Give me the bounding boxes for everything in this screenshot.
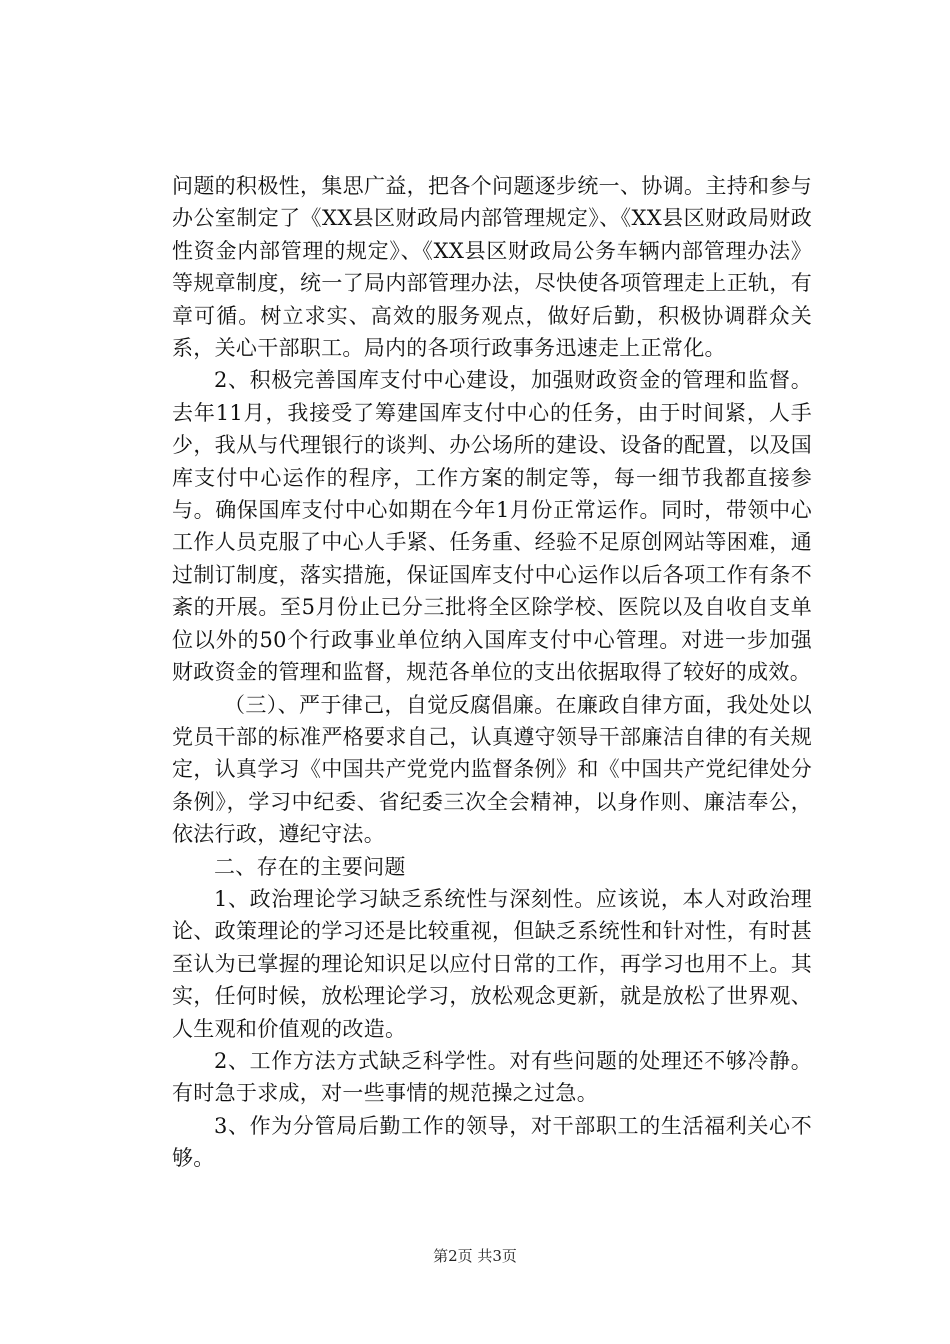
document-body xyxy=(172,170,812,1175)
section-heading-problems: 二、存在的主要问题 xyxy=(214,854,406,879)
paragraph-problem-3: 3、作为分管局后勤工作的领导，对干部职工的生活福利关心不够。 xyxy=(172,1113,812,1171)
page-number-footer: 第2页 共3页 xyxy=(433,1247,517,1265)
paragraph-treasury-center: 2、积极完善国库支付中心建设，加强财政资金的管理和监督。去年11月，我接受了筹建国库支付中心的任务，由于时间紧，人手少，我从与代理银行的谈判、办公场所的建设、设备的配置，以及国库支付中心运作的程序，工作方案的制定等，每一细节我都直接参与。确保国库支付中心如期在今年1月份正常运作。同时，带领中心工作人员克服了中心人手紧、任务重、经验不足原创网站等困难，通过制订制度，落实措施，保证国库支付中心运作以后各项工作有条不紊的开展。至5月份止已分三批将全区除学校、医院以及自收自支单位以外的50个行政事业单位纳入国库支付中心管理。对进一步加强财政资金的管理和监督，规范各单位的支出依据取得了较好的成效。 xyxy=(172,368,812,685)
paragraph-self-discipline: （三）、严于律己，自觉反腐倡廉。在廉政自律方面，我处处以党员干部的标准严格要求自己，认真遵守领导干部廉洁自律的有关规定，认真学习《中国共产党党内监督条例》和《中国共产党纪律处分条例》，学习中纪委、省纪委三次全会精神，以身作则、廉洁奉公，依法行政，遵纪守法。 xyxy=(172,692,812,847)
paragraph-problem-2: 2、工作方法方式缺乏科学性。对有些问题的处理还不够冷静。有时急于求成，对一些事情的规范操之过急。 xyxy=(172,1048,812,1106)
paragraph-problem-1: 1、政治理论学习缺乏系统性与深刻性。应该说，本人对政治理论、政策理论的学习还是比较重视，但缺乏系统性和针对性，有时甚至认为已掌握的理论知识足以应付日常的工作，再学习也用不上。其实，任何时候，放松理论学习，放松观念更新，就是放松了世界观、人生观和价值观的改造。 xyxy=(172,886,812,1041)
paragraph-continuation: 问题的积极性，集思广益，把各个问题逐步统一、协调。主持和参与办公室制定了《XX县区财政局内部管理规定》、《XX县区财政局财政性资金内部管理的规定》、《XX县区财政局公务车辆内部管理办法》等规章制度，统一了局内部管理办法，尽快使各项管理走上正轨，有章可循。树立求实、高效的服务观点，做好后勤，积极协调群众关系，关心干部职工。局内的各项行政事务迅速走上正常化。 xyxy=(172,174,812,361)
